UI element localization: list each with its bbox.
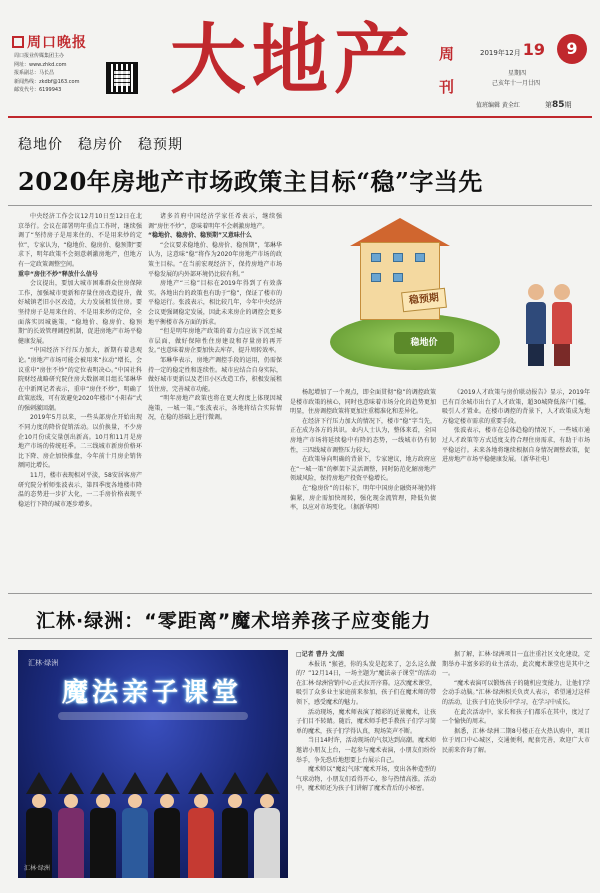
paragraph: “但是明年房地产政策的着力点应该下沉至城市层面，做好保障性住房建设和存量房的再开发。”也意味着房企要加快去库存、提升周转效率。 bbox=[148, 328, 282, 355]
banner-strip bbox=[58, 712, 248, 720]
paper-info bbox=[14, 52, 104, 95]
sign-stable-expectation: 稳预期 bbox=[401, 288, 447, 312]
child-figure bbox=[122, 772, 148, 878]
section-divider bbox=[8, 593, 592, 594]
paragraph: 本报讯 “猴爸，你的头发是起来了，怎么这么做的？”12月14日，一场主题为“魔法亲子课堂”的活动在汇林·绿洲营销中心正式拉开序幕。这次魔术课堂，吸引了众多业主家庭前来参加，孩子们在魔术师的带领下，感受魔术的魅力。 bbox=[296, 660, 436, 706]
info-line: 邮发代号：6199943 bbox=[14, 87, 62, 94]
paragraph: “中国经济下行压力加大，新期有着悲观论。”房地产市场可能会被用来“拉动”增长，会议重申“房住不炒”的定位表明决心。”中国社科院财经战略研究院住房大数据项目组长邹琳华在中新网记者表示，重申“房住不炒”，明确了政策底线，可有效避免2020年楼市“小阳春”式的强刺激回潮。 bbox=[18, 347, 142, 412]
illustration-house bbox=[290, 212, 590, 382]
child-figure bbox=[90, 772, 116, 878]
person-icon bbox=[526, 284, 546, 368]
kicker: 稳地价 稳房价 稳预期 bbox=[18, 137, 183, 153]
issue-suffix: 期 bbox=[564, 101, 572, 109]
paragraph: 在政策导向明确的背景下，专家建议，地方政府应在“一城一策”的框架下灵活调整，同时防范化解房地产领域风险，保持房地产投资平稳增长。 bbox=[290, 456, 436, 483]
section-title: 大地产 bbox=[170, 15, 416, 104]
paragraph: 杨起增加了一个观点，即全面贯彻“稳”的调控政策是楼市政策的核心，同时也意味着市场分化的趋势更加明显，住房调控政策将更加注重精准化和差异化。 bbox=[290, 389, 436, 416]
window-icon bbox=[371, 273, 381, 282]
byline: □记者 曹丹 文/图 bbox=[296, 651, 345, 658]
paragraph: 11月，楼市表现相对平淡，58安居客房产研究院分析师张波表示，第四季度各地楼市降温的态势进一步扩大化，一二手房价格表现平稳运行下降的城市逐步增多。 bbox=[18, 472, 142, 508]
photo-corner-mark: 汇林·绿洲 bbox=[24, 865, 50, 872]
article2-column-1 bbox=[296, 650, 436, 882]
date-day: 19 bbox=[522, 40, 545, 59]
article-column-2 bbox=[148, 212, 282, 588]
paragraph: 诸多首府中国经济学家任希表示，继续强调“房住不炒”，意味着明年不会刺激房地产。 bbox=[148, 213, 282, 230]
event-photo bbox=[18, 650, 288, 878]
qr-code-icon bbox=[106, 62, 138, 94]
info-line: 新闻热线：zkdbf@163.com bbox=[14, 78, 80, 85]
child-figure bbox=[58, 772, 84, 878]
paper-name: 周口晚报 bbox=[27, 35, 87, 51]
child-figure bbox=[254, 772, 280, 878]
article-column-1 bbox=[18, 212, 142, 588]
weekly-label: 周刊 bbox=[437, 46, 455, 112]
paragraph: 当日14时许，活动现场的气氛达到高潮。魔术师邀请小朋友上台，一起参与魔术表演，小朋友们纷纷举手，争先恐后地想要上台展示自己。 bbox=[296, 737, 436, 764]
masthead-divider bbox=[8, 116, 592, 118]
paper-logo bbox=[12, 32, 87, 52]
info-line: 报系副总：马长昌 bbox=[14, 70, 55, 77]
article-column-3 bbox=[290, 388, 436, 588]
paragraph: “魔术表演可以锻炼孩子的随机应变能力，让他们学会动手动脑。”汇林·绿洲相关负责人表示，希望通过这样的活动，让孩子们在快乐中学习，在学习中成长。 bbox=[442, 679, 590, 706]
paragraph: 据悉，汇林·绿洲二期8号楼正在火热认购中，项目位于周口中心城区，交通便利，配套完善，欢迎广大市民前来咨询了解。 bbox=[442, 727, 590, 754]
headline: 2020年房地产市场政策主目标“稳”字当先 bbox=[18, 167, 483, 196]
issue-prefix: 第 bbox=[545, 101, 552, 109]
article-column-4 bbox=[442, 388, 590, 588]
paragraph: 在“稳房价”的目标下，明年中国房企融资环境仍将偏紧，房企需加快周转，强化现金流管理，降低负债率，以应对市场变化。（据新华网） bbox=[290, 484, 436, 512]
paragraph: 2019年5月以来，一些头部房企开始出现不同力度的降价促销活动。以价换量，不少房企10月份成交量创出新高。10月和11月是房地产市场的传统旺季。二三线城市新房价格环比下降、房企加快推盘，今年前十月房企销售额同比增长。 bbox=[18, 414, 142, 470]
paragraph: 邹琳华表示，房地产调控手段的运用，仍需保持一定的稳定性和连续性。城市应结合自身实际，做好城市更新以及老旧小区改造工作，积极发展租赁住房，完善城市功能。 bbox=[148, 356, 282, 393]
paragraph: 房地产“三稳”目标在2019年得到了有效落实。各地出台的政策也有助于“稳”，保证了楼市的平稳运行。张波表示，相比较几年，今年中央经济会议更强调稳定发展，因此未来房企的调控会更多地平衡楼市各方面的诉求。 bbox=[148, 280, 282, 326]
paragraph: 在此次活动中，家长和孩子们都乐在其中，度过了一个愉快的周末。 bbox=[442, 708, 590, 726]
duty-editor: 值班编辑 黄全红 bbox=[476, 102, 520, 109]
issue-number bbox=[545, 100, 572, 110]
window-icon bbox=[415, 253, 425, 262]
paragraph: 活动现场，魔术师表演了精彩的近景魔术，让孩子们目不转睛。随后，魔术师手把手教孩子们学习简单的魔术，孩子们学得认真，现场笑声不断。 bbox=[296, 708, 436, 735]
paragraph: 据了解，汇林·绿洲项目一直注重社区文化建设，定期举办丰富多彩的业主活动，此次魔术课堂也是其中之一。 bbox=[442, 651, 590, 678]
paragraph: 魔术师以“魔幻气球”魔术开场，变出各种造型的气球动物，小朋友们看得开心，参与热情高涨。活动中，魔术师还为孩子们讲解了魔术背后的小秘密。 bbox=[296, 766, 436, 793]
seal-icon bbox=[12, 36, 24, 48]
issue-value: 85 bbox=[552, 100, 565, 110]
child-figure bbox=[154, 772, 180, 878]
person-icon bbox=[552, 284, 572, 368]
date bbox=[480, 40, 545, 59]
subheading: 重申“房住不炒”释放什么信号 bbox=[18, 270, 98, 278]
paragraph: 《2019人才政策与房价联动报告》显示，2019年已有百余城市出台了人才政策，超30城降低落户门槛，吸引人才置业。在楼市调控的背景下，人才政策成为地方稳定楼市需求的重要手段。 bbox=[442, 389, 590, 425]
paragraph: 张波表示，楼市在总体趋稳的情况下，一些城市通过人才政策等方式适度支持合理住房需求，有助于市场平稳运行。未来各地将继续根据自身情况调整政策，促进房地产市场平稳健康发展。（新华社电） bbox=[442, 427, 590, 464]
child-figure bbox=[222, 772, 248, 878]
child-figure bbox=[188, 772, 214, 878]
paragraph: “明年房地产政策也将在更大程度上体现因城施策，一城一策。”张波表示，各地将结合实际情况，在稳的基础上进行微调。 bbox=[148, 395, 282, 422]
sub-headline-divider bbox=[8, 638, 592, 639]
window-icon bbox=[393, 273, 403, 282]
window-icon bbox=[393, 253, 403, 262]
paragraph: 会议提出，要加大城市困难群众住房保障工作，加强城市更新和存量住房改造提升，做好城镇老旧小区改造，大力发展租赁住房。要坚持房子是用来住的、不是用来炒的定位，全面落实因城施策，“稳地价、稳房价、稳预期”的长效管理调控机制，促进房地产市场平稳健康发展。 bbox=[18, 280, 142, 345]
paragraph: 中央经济工作会议12月10日至12日在北京举行。会议在部署明年重点工作时，继续强调了“坚持房子是用来住的、不是用来炒的定位”，专家认为，“稳地价、稳房价、稳预期”要求下，明年政策不会刻意刺激房地产，但地方有一定政策调整空间。 bbox=[18, 213, 142, 268]
paragraph: 在经济下行压力加大的情况下，楼市“稳”字当先，正在成为各方的共识。业内人士认为，整体来看，全国房地产市场将延续稳中有降的态势，一线城市仍有韧性，三四线城市调整压力较大。 bbox=[290, 417, 436, 454]
info-line: 周口报业传媒集团主办 bbox=[14, 53, 65, 59]
photo-brand: 汇林·绿洲 bbox=[28, 659, 59, 667]
info-line: 网址：www.zhkd.com bbox=[14, 61, 67, 68]
paragraph: “会议要求稳地价、稳房价、稳预期”，邹琳华认为，这意味“稳”将作为2020年房地产市场的政策主目标。“在当前宏观经济下，保持房地产市场平稳发展的内外部环境仍比较有利。” bbox=[148, 241, 282, 278]
headline-divider bbox=[8, 205, 592, 206]
window-icon bbox=[371, 253, 381, 262]
label-stable-land-price: 稳地价 bbox=[394, 332, 454, 354]
date-prefix: 2019年12月 bbox=[480, 49, 521, 57]
weekday: 星期四 bbox=[508, 70, 527, 77]
masthead bbox=[0, 0, 600, 118]
sub-headline: 汇林·绿洲：“零距离”魔术培养孩子应变能力 bbox=[36, 610, 432, 632]
page-number-badge: 9 bbox=[557, 34, 587, 64]
lunar-date: 己亥年十一月廿四 bbox=[492, 80, 541, 87]
article2-column-2 bbox=[442, 650, 590, 882]
photo-banner: 魔法亲子课堂 bbox=[61, 678, 242, 708]
subheading: “稳地价、稳房价、稳预期”又意味什么 bbox=[148, 232, 252, 240]
